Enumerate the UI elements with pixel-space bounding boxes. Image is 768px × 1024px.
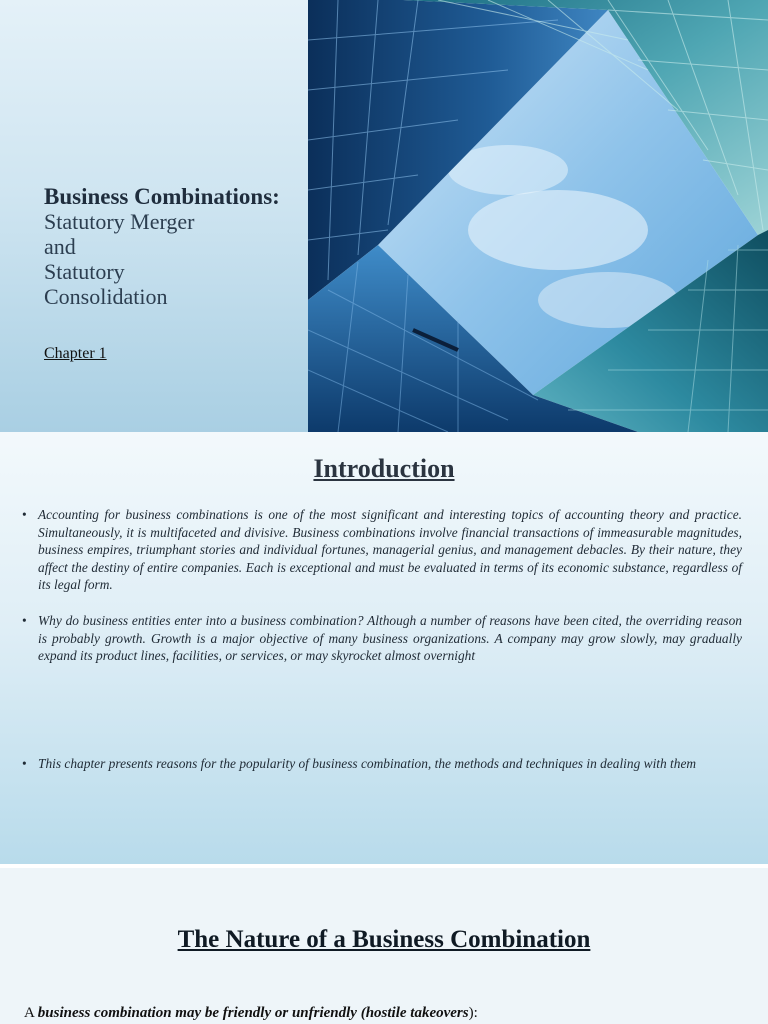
nature-slide	[0, 864, 768, 1024]
bullet-marker: •	[22, 507, 27, 522]
building-sky-photo	[308, 0, 768, 432]
bullet-item	[22, 506, 742, 594]
title-line: and	[44, 234, 76, 259]
slide-title: Introduction	[313, 454, 455, 483]
line-emphasis: business combination may be friendly or unfriendly (hostile takeovers	[37, 1005, 469, 1021]
bullet-text: Accounting for business combinations is one of the most significant and interesting topics of accounting theory and practice. Simultaneously, it is multifaceted and divisive. Business combinations involve financial transactions of immeasurable magnitudes, business empires, triumphant stories and individual fortunes, managerial genius, and management debacles. By their nature, they affect the destiny of entire companies. Each is exceptional and must be evaluated in terms of its economic substance, regardless of its legal form.	[38, 507, 742, 592]
title-panel	[0, 0, 308, 432]
slide-divider	[0, 864, 768, 868]
line-prefix: A	[24, 1005, 38, 1021]
bullet-item	[22, 612, 742, 665]
title-line: Statutory Merger	[44, 209, 195, 234]
bullet-text: This chapter presents reasons for the popularity of business combination, the methods and techniques in dealing with them	[38, 756, 697, 771]
slide-title: The Nature of a Business Combination	[177, 926, 591, 953]
introduction-slide	[0, 432, 768, 864]
bullet-text: Why do business entities enter into a business combination? Although a number of reasons have been cited, the overriding reason is probably growth. Growth is a major objective of many business organizations. A company may grow slowly, may gradually expand its product lines, facilities, or services, or may skyrocket almost overnight	[38, 613, 742, 663]
title-slide	[0, 0, 768, 432]
bullet-marker: •	[22, 756, 27, 771]
line-suffix: ):	[468, 1005, 478, 1021]
slide-title	[44, 184, 304, 309]
chapter-label: Chapter 1	[44, 345, 107, 362]
title-line: Consolidation	[44, 284, 168, 309]
body-line	[24, 1005, 478, 1022]
bullet-marker: •	[22, 613, 27, 628]
title-line: Statutory	[44, 259, 125, 284]
bullet-item	[22, 755, 742, 773]
title-bold: Business Combinations:	[44, 184, 280, 209]
